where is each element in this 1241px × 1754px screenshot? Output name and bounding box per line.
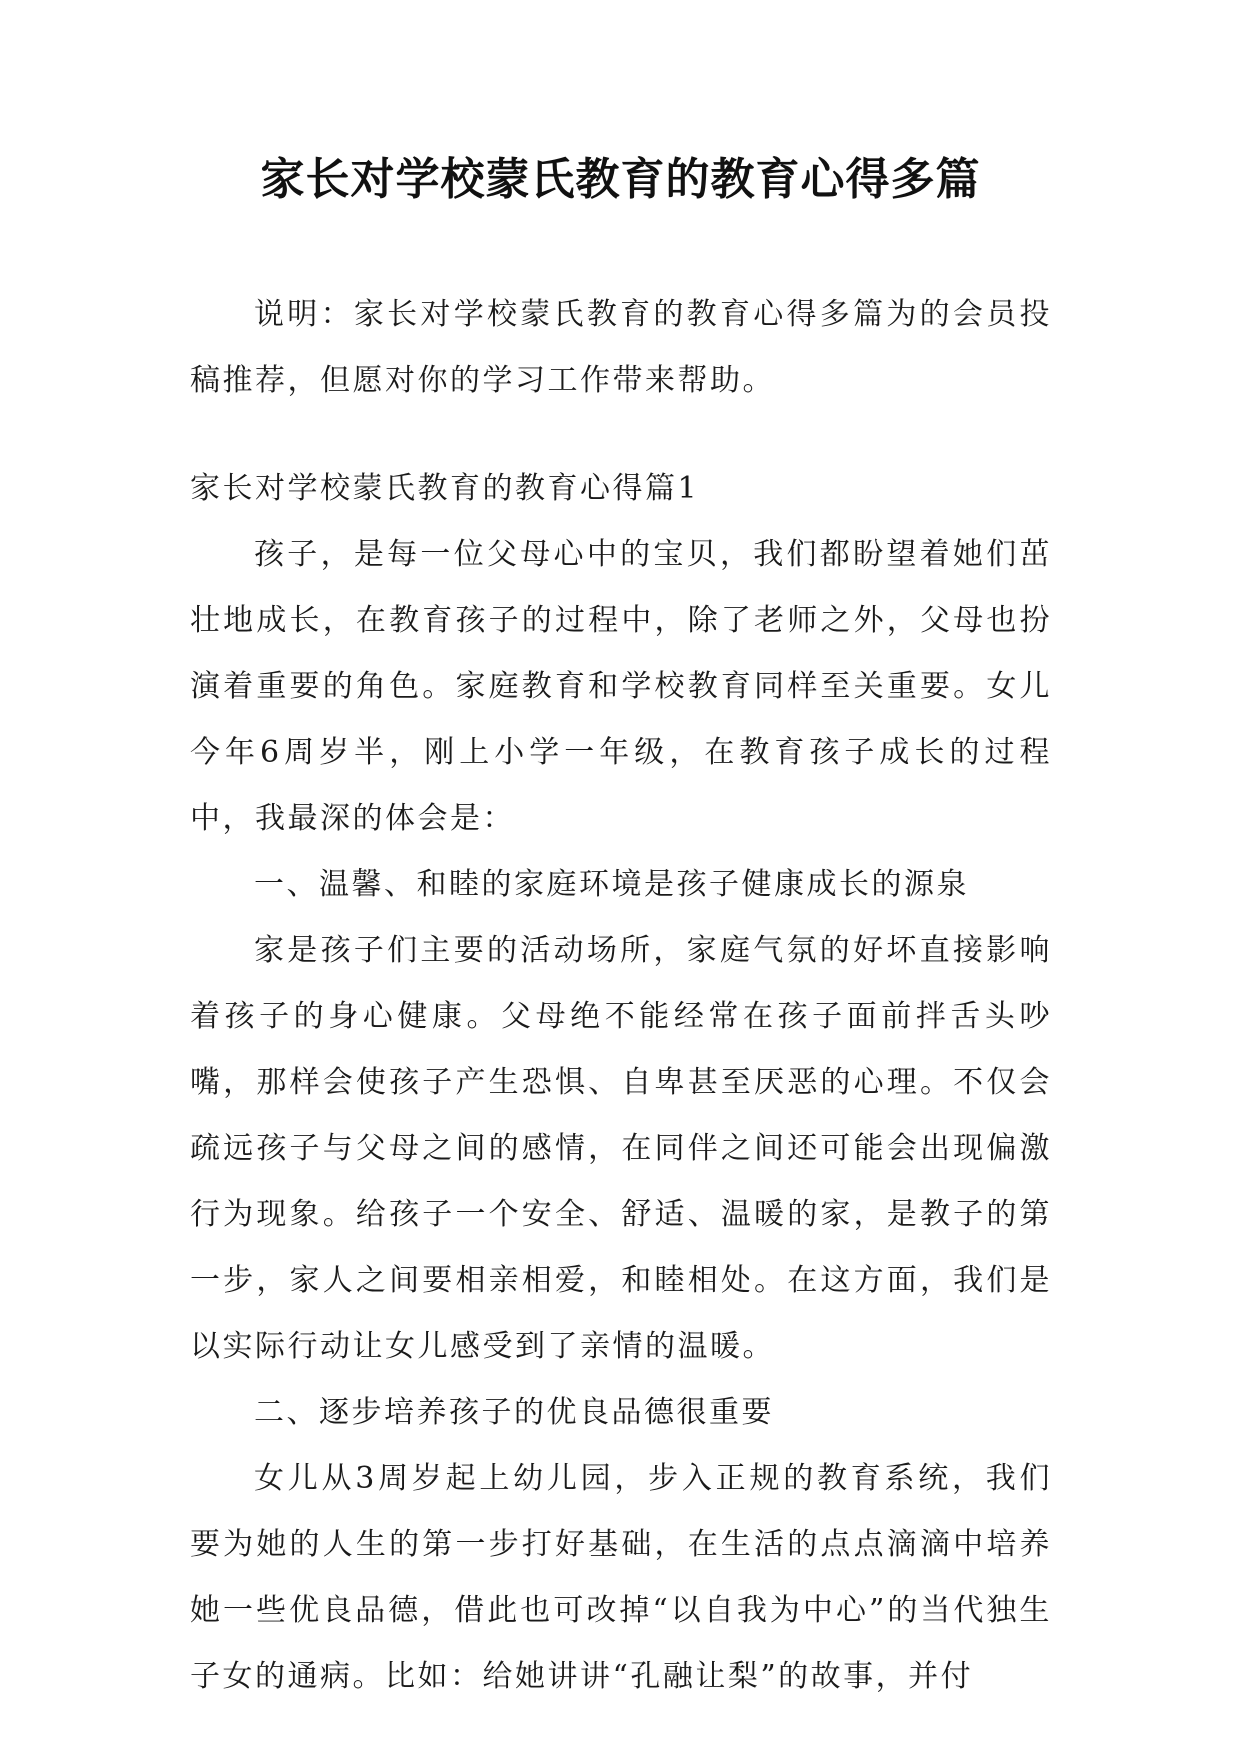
document-title: 家长对学校蒙氏教育的教育心得多篇 <box>260 154 981 205</box>
heading-two: 二、逐步培养孩子的优良品德很重要 <box>254 1395 774 1430</box>
note-paragraph: 说明：家长对学校蒙氏教育的教育心得多篇为的会员投稿推荐，但愿对你的学习工作带来帮助。 <box>190 297 1052 398</box>
heading-one: 一、温馨、和睦的家庭环境是孩子健康成长的源泉 <box>254 867 969 902</box>
paragraph-family-environment: 家是孩子们主要的活动场所，家庭气氛的好坏直接影响着孩子的身心健康。父母绝不能经常在孩子面前拌舌头吵嘴，那样会使孩子产生恐惧、自卑甚至厌恶的心理。不仅会疏远孩子与父母之间的感情，在同伴之间还可能会出现偏激行为现象。给孩子一个安全、舒适、温暖的家，是教子的第一步，家人之间要相亲相爱，和睦相处。在这方面，我们是以实际行动让女儿感受到了亲情的温暖。 <box>190 933 1052 1364</box>
document-content <box>190 456 1052 1710</box>
paragraph-moral-character: 女儿从3周岁起上幼儿园，步入正规的教育系统，我们要为她的人生的第一步打好基础，在生活的点点滴滴中培养她一些优良品德，借此也可改掉“以自我为中心”的当代独生子女的通病。比如：给她讲讲“孔融让梨”的故事，并付 <box>190 1461 1052 1694</box>
section-title: 家长对学校蒙氏教育的教育心得篇1 <box>190 471 700 506</box>
paragraph-intro: 孩子，是每一位父母心中的宝贝，我们都盼望着她们茁壮地成长，在教育孩子的过程中，除了老师之外，父母也扮演着重要的角色。家庭教育和学校教育同样至关重要。女儿今年6周岁半，刚上小学一年级，在教育孩子成长的过程中，我最深的体会是： <box>190 537 1052 836</box>
document-note <box>190 282 1052 414</box>
